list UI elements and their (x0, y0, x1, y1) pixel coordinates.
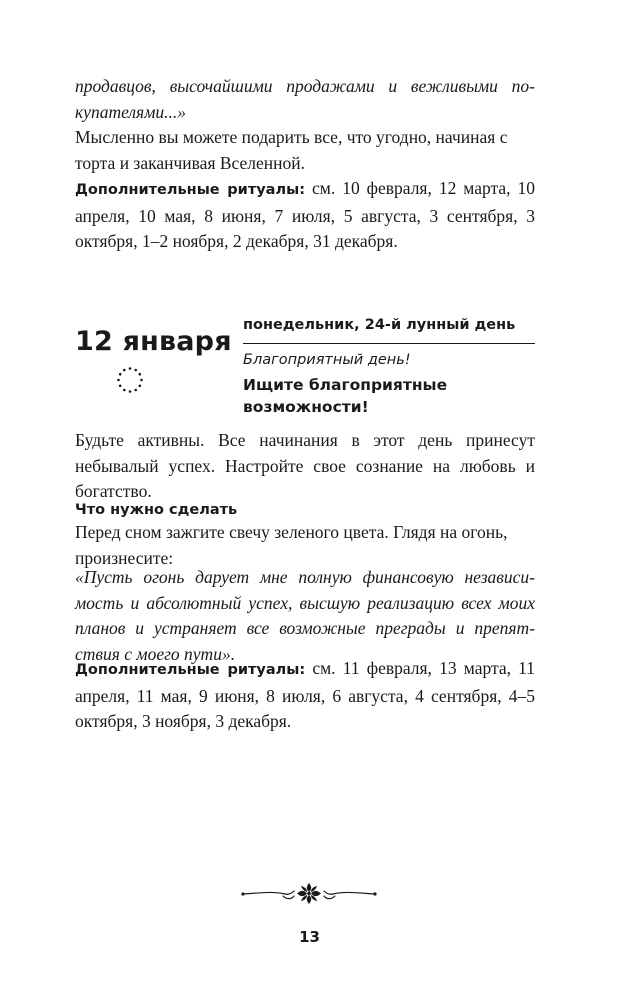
entry-rituals (75, 656, 535, 735)
moon-phase-icon (116, 366, 144, 394)
entry-rituals-text: см. 11 февраля, 13 марта, 11 апреля, 11 мая, 9 июня, 8 июля, 6 августа, 4 сентября, 4–5 октября, 3 ноября, 3 декабря. (75, 658, 535, 731)
day-advice: Ищите благоприятные возможности! (243, 376, 448, 416)
prev-rituals-label: Дополнительные ритуалы: (75, 182, 306, 198)
floral-ornament-icon (239, 880, 379, 906)
page-number: 13 (299, 928, 320, 946)
prev-quote-end: продавцов, высочайшими продажами и вежливыми по-купателями...» (75, 76, 535, 122)
header-divider (243, 343, 535, 344)
prev-rituals-text: см. 10 февраля, 12 марта, 10 апреля, 10 мая, 8 июня, 7 июля, 5 августа, 3 сентября, 3 октября, 1–2 ноября, 2 декабря, 31 декабря. (75, 178, 536, 251)
prev-text: Мысленно вы можете подарить все, что угодно, начиная с торта и заканчивая Вселенной. (75, 127, 508, 173)
entry-quote: «Пусть огонь дарует мне полную финансовую независи-мость и абсолютный успех, высшую реализацию всех моих планов и устраняет все возможные преграды и препят-ствия с моего пути». (75, 567, 535, 664)
weekday-lunar-day: понедельник, 24-й лунный день (243, 317, 516, 333)
prev-rituals (75, 176, 535, 255)
entry-intro: Будьте активны. Все начинания в этот день принесут небывалый успех. Настройте свое сознание на любовь и богатство. (75, 430, 535, 501)
todo-heading: Что нужно сделать (75, 502, 238, 518)
favorable-day: Благоприятный день! (243, 352, 411, 368)
todo-text: Перед сном зажгите свечу зеленого цвета. Глядя на огонь, произнесите: (75, 522, 508, 568)
entry-date: 12 января (75, 326, 232, 357)
entry-rituals-label: Дополнительные ритуалы: (75, 662, 306, 678)
